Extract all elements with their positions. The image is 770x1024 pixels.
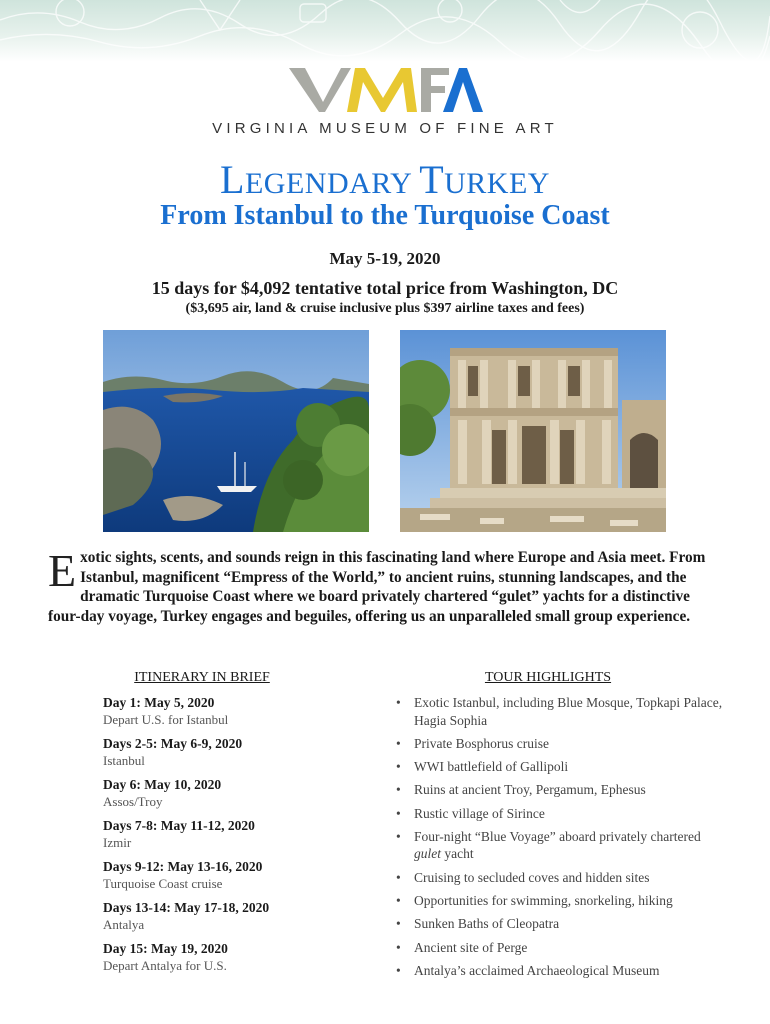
itinerary-place: Antalya xyxy=(103,917,145,932)
title-initial-l: L xyxy=(220,157,245,202)
itinerary-item xyxy=(103,735,363,769)
list-item xyxy=(396,869,736,887)
highlights-heading: TOUR HIGHLIGHTS xyxy=(484,670,612,685)
bullet-icon: • xyxy=(396,735,401,751)
bullet-icon: • xyxy=(396,695,401,710)
turquoise-coast-photo xyxy=(103,330,369,532)
museum-name: VIRGINIA MUSEUM OF FINE ART xyxy=(212,120,558,137)
bullet-icon: • xyxy=(396,828,401,844)
decorative-top-band xyxy=(0,0,770,62)
highlight-text: Sunken Baths of Cleopatra xyxy=(414,916,560,932)
list-item xyxy=(396,962,736,980)
itinerary-item xyxy=(103,858,363,892)
highlight-text: Rustic village of Sirince xyxy=(414,805,545,821)
trip-dates: May 5-19, 2020 xyxy=(329,249,441,268)
trip-price-note: ($3,695 air, land & cruise inclusive plus $397 airline taxes and fees) xyxy=(185,301,585,316)
itinerary-item xyxy=(103,940,363,974)
highlight-text: Ruins at ancient Troy, Pergamum, Ephesus xyxy=(414,782,646,798)
highlight-text: Antalya’s acclaimed Archaeological Museum xyxy=(414,962,660,978)
bullet-icon: • xyxy=(396,962,401,978)
highlight-text: Private Bosphorus cruise xyxy=(414,735,549,751)
bullet-icon: • xyxy=(396,782,401,798)
list-item xyxy=(396,828,736,863)
itinerary-heading: ITINERARY IN BRIEF xyxy=(134,670,270,685)
title-word-legendary: EGENDARY xyxy=(244,167,420,200)
ephesus-library-photo xyxy=(400,330,666,532)
vmfa-logo-mark xyxy=(285,62,485,116)
highlight-italic-gulet: gulet xyxy=(414,846,441,862)
highlight-text: Four-night “Blue Voyage” aboard privately chartered xyxy=(414,828,701,844)
itinerary-day: Day 1: May 5, 2020 xyxy=(103,695,215,710)
highlight-text-yacht: yacht xyxy=(441,846,474,862)
list-item xyxy=(396,758,736,776)
list-item xyxy=(396,781,736,799)
itinerary-place: Depart U.S. for Istanbul xyxy=(103,712,229,727)
bullet-icon: • xyxy=(396,805,401,821)
bullet-icon: • xyxy=(396,939,401,955)
list-item xyxy=(396,805,736,823)
itinerary-day: Days 9-12: May 13-16, 2020 xyxy=(103,859,263,874)
bullet-icon: • xyxy=(396,916,401,932)
list-item xyxy=(396,694,736,729)
itinerary-day: Days 13-14: May 17-18, 2020 xyxy=(103,900,270,915)
list-item xyxy=(396,915,736,933)
itinerary-day: Days 7-8: May 11-12, 2020 xyxy=(103,818,255,833)
bullet-icon: • xyxy=(396,759,401,775)
list-item xyxy=(396,735,736,753)
itinerary-item xyxy=(103,694,363,728)
intro-text: xotic sights, scents, and sounds reign in this fascinating land where Europe and Asia meet. From Istanbul, magnificent “Empress of the World,” to ancient ruins, stunning landscapes, and the dramatic Turquoise Coast where we board privately chartered “gulet” yachts for a distinctive four-day voyage, Turkey engages and beguiles, offering us an unparalleled small group experience. xyxy=(48,549,706,625)
itinerary-place: Depart Antalya for U.S. xyxy=(103,958,227,973)
itinerary-place: Turquoise Coast cruise xyxy=(103,876,223,891)
highlight-text: Exotic Istanbul, including Blue Mosque, Topkapi Palace, Hagia Sophia xyxy=(414,695,723,728)
itinerary-place: Izmir xyxy=(103,835,132,850)
title-word-turkey: URKEY xyxy=(444,167,550,200)
itinerary-day: Day 15: May 19, 2020 xyxy=(103,941,228,956)
page-title xyxy=(0,157,770,202)
list-item xyxy=(396,892,736,910)
title-initial-t: T xyxy=(419,157,445,202)
itinerary-day: Days 2-5: May 6-9, 2020 xyxy=(103,736,243,751)
bullet-icon: • xyxy=(396,893,401,909)
itinerary-place: Assos/Troy xyxy=(103,794,163,809)
highlight-text: WWI battlefield of Gallipoli xyxy=(414,759,569,775)
intro-paragraph xyxy=(48,545,724,626)
highlights-list xyxy=(396,694,736,985)
bullet-icon: • xyxy=(396,869,401,885)
highlight-text: Opportunities for swimming, snorkeling, hiking xyxy=(414,893,673,909)
itinerary-item xyxy=(103,899,363,933)
intro-dropcap: E xyxy=(48,545,77,596)
highlight-text: Cruising to secluded coves and hidden sites xyxy=(414,869,650,885)
itinerary-place: Istanbul xyxy=(103,753,145,768)
vmfa-logo xyxy=(0,62,770,137)
itinerary-list xyxy=(103,694,363,981)
highlight-text: Ancient site of Perge xyxy=(414,939,528,955)
itinerary-day: Day 6: May 10, 2020 xyxy=(103,777,222,792)
trip-price: 15 days for $4,092 tentative total price from Washington, DC xyxy=(151,278,619,298)
decorative-pattern-icon xyxy=(0,0,770,62)
list-item xyxy=(396,939,736,957)
itinerary-item xyxy=(103,776,363,810)
page-subtitle: From Istanbul to the Turquoise Coast xyxy=(160,200,610,231)
itinerary-item xyxy=(103,817,363,851)
